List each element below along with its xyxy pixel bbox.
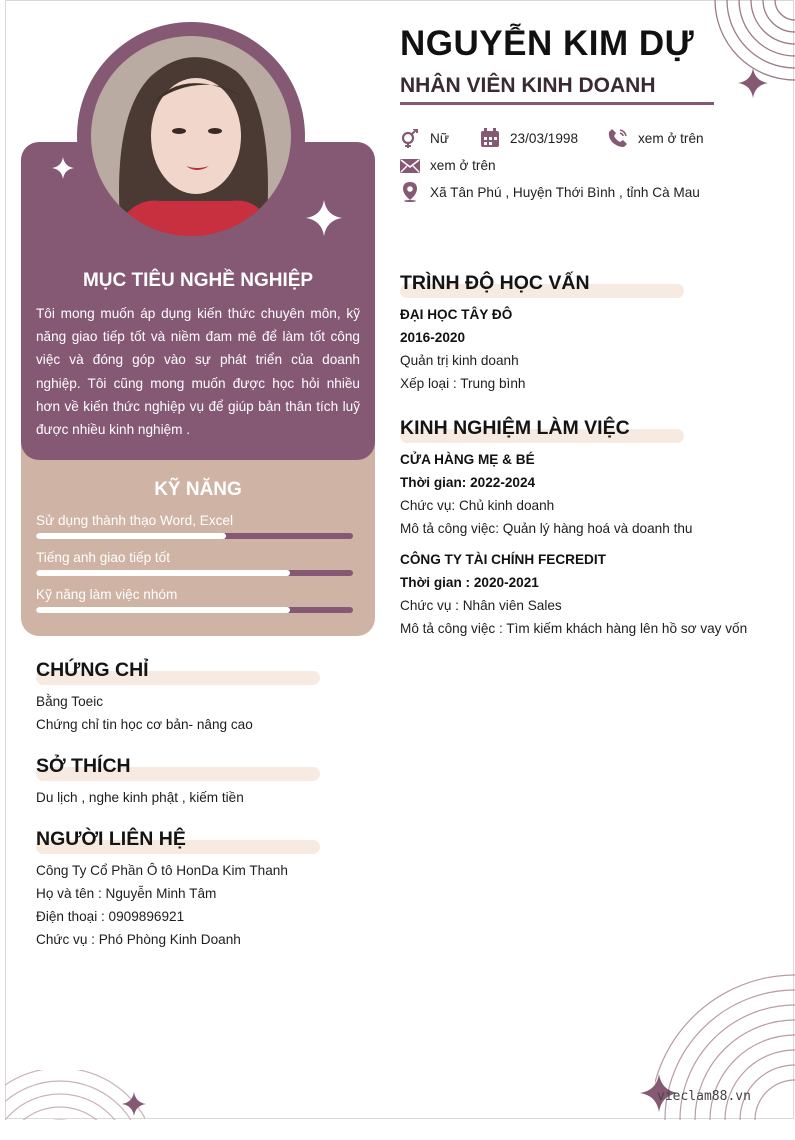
- skill-bar: [36, 607, 353, 613]
- address-value: Xã Tân Phú , Huyện Thới Bình , tỉnh Cà Mau: [430, 185, 700, 200]
- school-name: ĐẠI HỌC TÂY ĐÔ: [400, 307, 513, 322]
- certificate-item: Bằng Toeic: [36, 694, 104, 709]
- reference-item: Họ và tên : Nguyễn Minh Tâm: [36, 886, 217, 901]
- job-time: Thời gian: 2022-2024: [400, 475, 536, 490]
- watermark: vieclam88.vn: [657, 1089, 751, 1104]
- skill-bar: [36, 570, 353, 576]
- experience-title: KINH NGHIỆM LÀM VIỆC: [400, 417, 630, 439]
- skill-label: Tiếng anh giao tiếp tốt: [36, 550, 171, 565]
- gender-value: Nữ: [430, 131, 449, 146]
- gender-icon: [400, 129, 420, 149]
- hobbies-title: SỞ THÍCH: [36, 755, 131, 777]
- phone-icon: [608, 128, 628, 148]
- job-time: Thời gian : 2020-2021: [400, 575, 539, 590]
- full-name: NGUYỄN KIM DỰ: [400, 24, 695, 63]
- sparkle-photo-icon: [306, 200, 342, 236]
- skill-fill: [36, 533, 226, 539]
- job-description: Mô tả công việc: Quản lý hàng hoá và doanh thu: [400, 521, 693, 536]
- certificate-item: Chứng chỉ tin học cơ bản- nâng cao: [36, 717, 253, 732]
- job-company: CỬA HÀNG MẸ & BÉ: [400, 452, 535, 467]
- reference-title: NGƯỜI LIÊN HỆ: [36, 828, 186, 850]
- hobby-item: Du lịch , nghe kinh phật , kiếm tiền: [36, 790, 244, 805]
- skill-bar: [36, 533, 353, 539]
- avatar: [91, 36, 291, 236]
- sparkle-left-icon: [52, 157, 74, 179]
- sparkle-top-right-icon: [738, 68, 768, 98]
- email-icon: [400, 156, 420, 176]
- skills-title: KỸ NĂNG: [154, 479, 242, 500]
- education-title: TRÌNH ĐỘ HỌC VẤN: [400, 272, 590, 294]
- job-description: Mô tả công việc : Tìm kiếm khách hàng lên hồ sơ vay vốn: [400, 621, 748, 636]
- reference-item: Công Ty Cổ Phần Ô tô HonDa Kim Thanh: [36, 863, 288, 878]
- job-position: Chức vụ: Chủ kinh doanh: [400, 498, 555, 513]
- objective-title: MỤC TIÊU NGHỀ NGHIỆP: [82, 270, 314, 291]
- job-title: NHÂN VIÊN KINH DOANH: [400, 74, 656, 97]
- certificates-title: CHỨNG CHỈ: [36, 659, 149, 681]
- birthday-value: 23/03/1998: [510, 131, 579, 146]
- email-value: xem ở trên: [430, 158, 496, 173]
- skill-fill: [36, 570, 290, 576]
- job-company: CÔNG TY TÀI CHÍNH FECREDIT: [400, 552, 606, 567]
- sparkle-bottom-left-icon: [122, 1092, 146, 1116]
- title-underline: [400, 102, 714, 105]
- avatar-portrait-illustration: [91, 36, 291, 236]
- skill-fill: [36, 607, 290, 613]
- school-major: Quản trị kinh doanh: [400, 353, 519, 368]
- school-grade: Xếp loại : Trung bình: [400, 376, 526, 391]
- job-position: Chức vụ : Nhân viên Sales: [400, 598, 562, 613]
- location-icon: [400, 182, 420, 202]
- reference-item: Điện thoại : 0909896921: [36, 909, 185, 924]
- objective-text: Tôi mong muốn áp dụng kiến thức chuyên môn, kỹ năng giao tiếp tốt và niềm đam mê để làm tốt công việc và đóng góp vào sự phát triển của doanh nghiệp. Tôi cũng mong muốn được học hỏi nhiều hơn về kiến thức nghiệp vụ để giúp bản thân tích luỹ được nhiều kinh nghiệm .: [36, 306, 360, 438]
- skill-label: Kỹ năng làm việc nhóm: [36, 587, 178, 602]
- reference-item: Chức vụ : Phó Phòng Kinh Doanh: [36, 932, 241, 947]
- school-years: 2016-2020: [400, 330, 466, 345]
- calendar-icon: [480, 128, 500, 148]
- skill-label: Sử dụng thành thạo Word, Excel: [36, 513, 234, 528]
- phone-value: xem ở trên: [638, 131, 704, 146]
